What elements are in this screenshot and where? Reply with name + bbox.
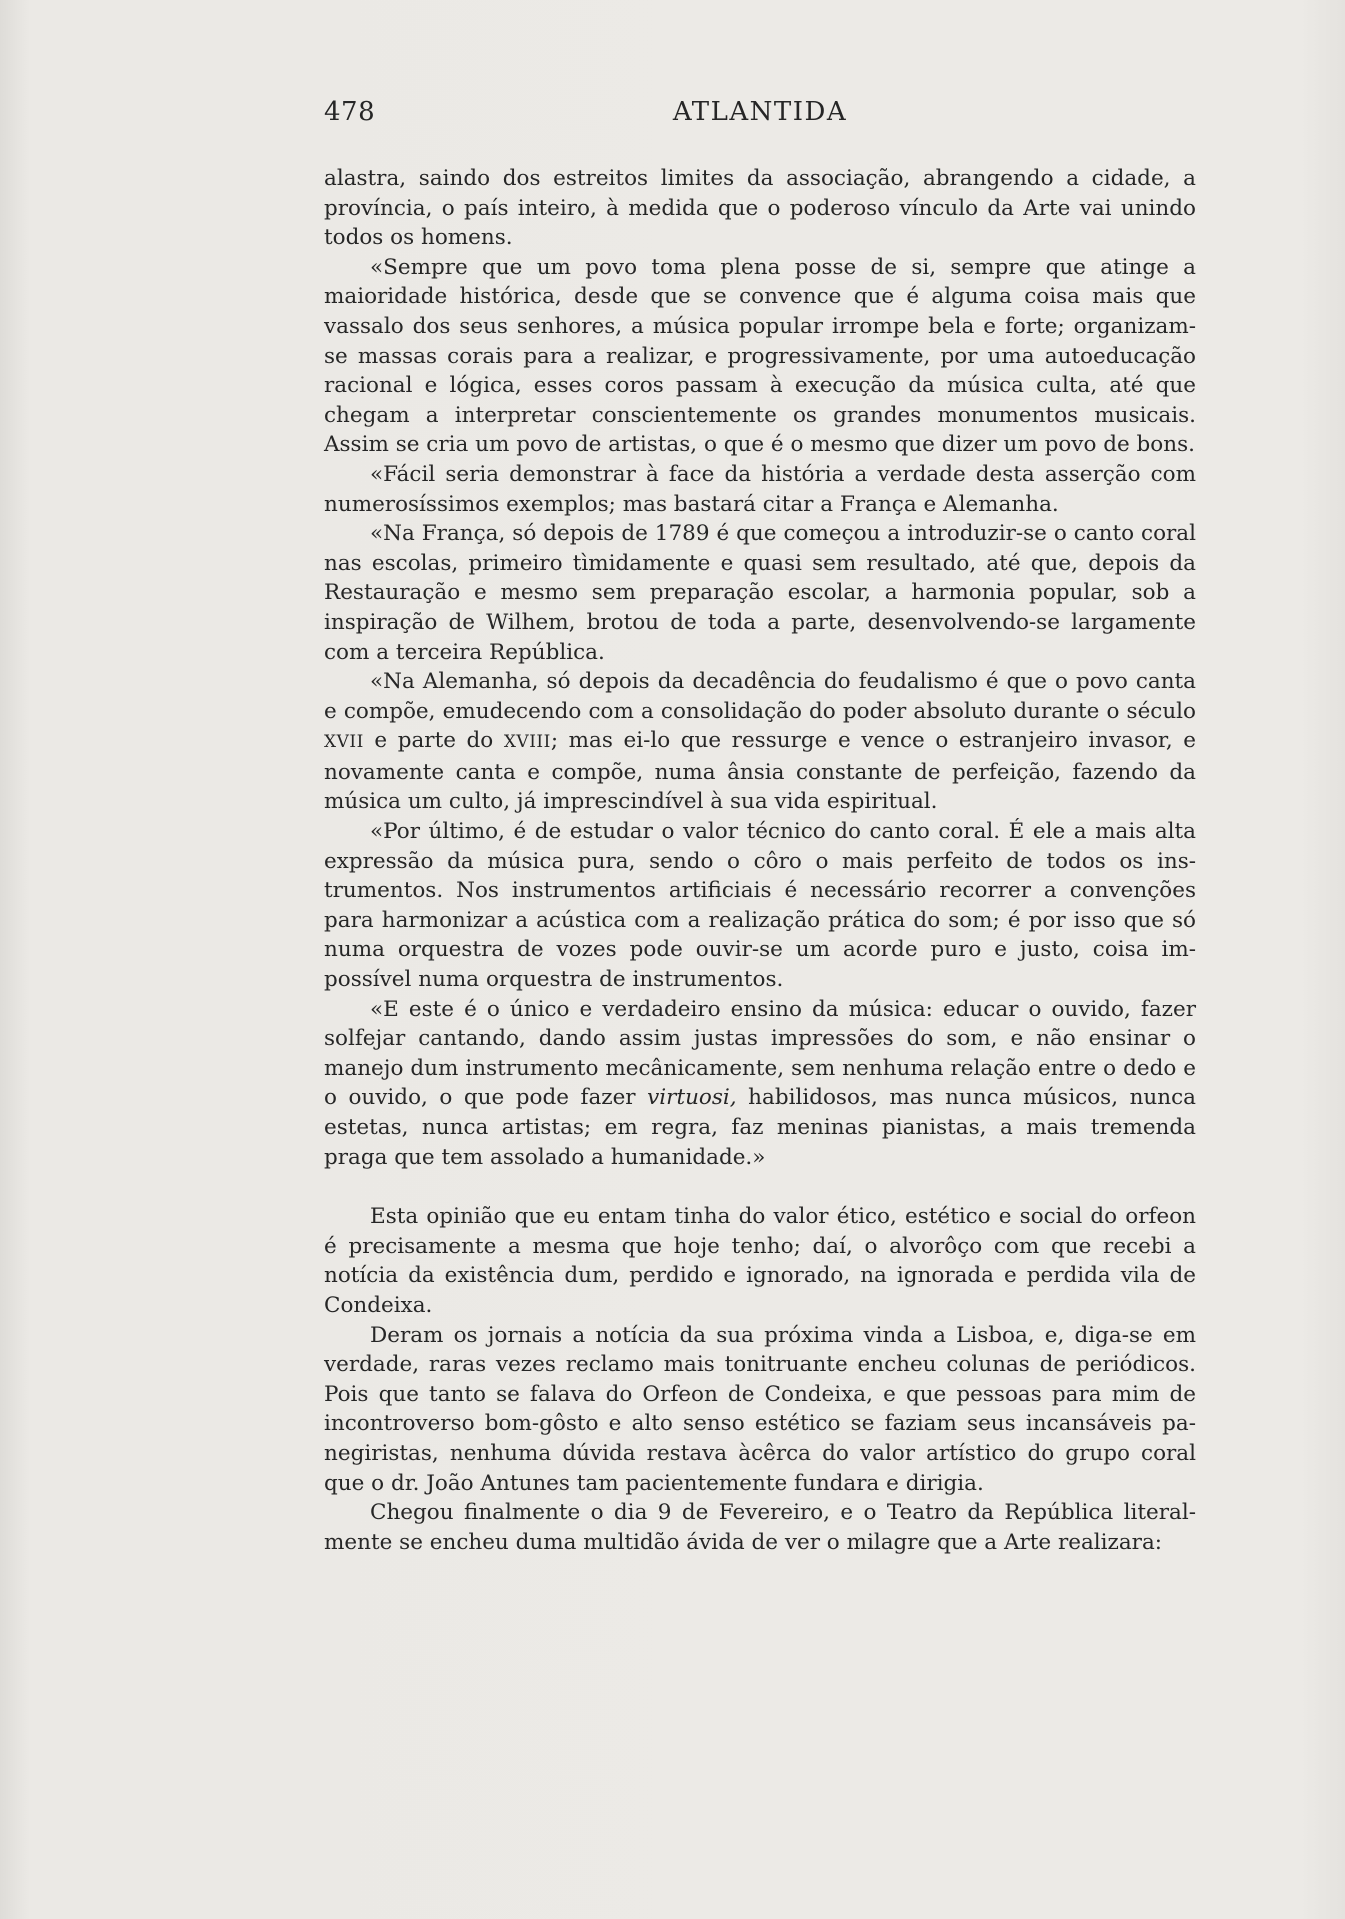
paragraph: alastra, saindo dos estreitos limites da associação, abrangendo a cidade, a província, o país inteiro, à medida que o poderoso vínculo da Arte vai unindo todos os homens. [324,166,1196,251]
roman-numeral: XVII [324,732,364,753]
text-run: «Na Alemanha, só depois da decadência do feudalismo é que o povo canta e compõe, emudecendo com a consolidação do poder absoluto durante o século [324,669,1196,724]
italic-term: virtuosi, [647,1085,737,1111]
paragraph: «Por último, é de estudar o valor técnico do canto coral. É ele a mais alta expressão da música pura, sendo o côro o mais perfeito de todos os instrumentos. Nos instrumentos artificiais é necessário recorrer a convenções para harmonizar a acústica com a realização prática do som; é por isso que só numa orquestra de vozes pode ouvir-se um acorde puro e justo, coisa impossível numa orquestra de instrumentos. [324,819,1196,993]
text-run: e parte do [363,728,504,754]
text-run: habilidosos, mas nunca músicos, nunca estetas, nunca artistas; em regra, faz meninas pianistas, a mais tremenda praga que tem assolado a humanidade.» [324,1085,1196,1170]
paragraph: Deram os jornais a notícia da sua próxima vinda a Lisboa, e, diga-se em verdade, raras vezes reclamo mais tonitruante encheu colunas de periódicos. Pois que tanto se falava do Orfeon de Condeixa, e que pessoas para mim de incontroverso bom-gôsto e alto senso estético se faziam seus incansáveis panegiristas, nenhuma dúvida restava àcêrca do valor artístico do grupo coral que o dr. João Antunes tam pacientemente fundara e dirigia. [324,1322,1196,1496]
paragraph: «Na França, só depois de 1789 é que começou a introduzir-se o canto coral nas escolas, primeiro tìmidamente e quasi sem resultado, até que, depois da Restauração e mesmo sem preparação escolar, a harmonia popular, sob a inspiração de Wilhem, brotou de toda a parte, desenvolvendo-se largamente com a terceira República. [324,521,1196,665]
paragraph [324,667,1196,817]
body-text [324,164,1196,1557]
paragraph: «Fácil seria demonstrar à face da história a verdade desta asserção com numerosíssimos exemplos; mas bastará citar a França e Alemanha. [324,461,1196,517]
paragraph: Esta opinião que eu entam tinha do valor ético, estético e social do orfeon é precisamente a mesma que hoje tenho; daí, o alvorôço com que recebi a notícia da existência dum, perdido e ignorado, na ignorada e perdida vila de Condeixa. [324,1204,1196,1318]
text-run: «E este é o único e verdadeiro ensino da música: educar o ouvido, fazer solfejar cantando, dando assim justas impressões do som, e não ensinar o manejo dum instrumento mecânicamente, sem nenhuma relação entre o dedo e o ouvido, o que pode fazer [324,996,1196,1111]
text-block [324,92,1196,1557]
paragraph [324,995,1196,1173]
paragraph: «Sempre que um povo toma plena posse de si, sempre que atinge a maioridade histórica, desde que se convence que é alguma coisa mais que vassalo dos seus senhores, a música popular irrompe bela e forte; organizam-se massas corais para a realizar, e progressivamente, por uma autoeducação racional e lógica, esses coros passam à execução da música culta, até que chegam a interpretar conscientemente os grandes monumentos musicais. Assim se cria um povo de artistas, o que é o mesmo que dizer um povo de bons. [324,254,1196,458]
page-number: 478 [324,97,376,127]
roman-numeral: XVIII [503,732,551,753]
running-header [324,92,1196,132]
paragraph: Chegou finalmente o dia 9 de Fevereiro, e o Teatro da República literalmente se encheu duma multidão ávida de ver o milagre que a Arte realizara: [324,1500,1196,1555]
running-title: ATLANTIDA [672,97,848,127]
text-run: ; mas ei-lo que ressurge e vence o estranjeiro invasor, e novamente canta e compõe, numa ânsia constante de perfeição, fazendo da música um culto, já imprescindível à sua vida espiritual. [324,728,1196,815]
